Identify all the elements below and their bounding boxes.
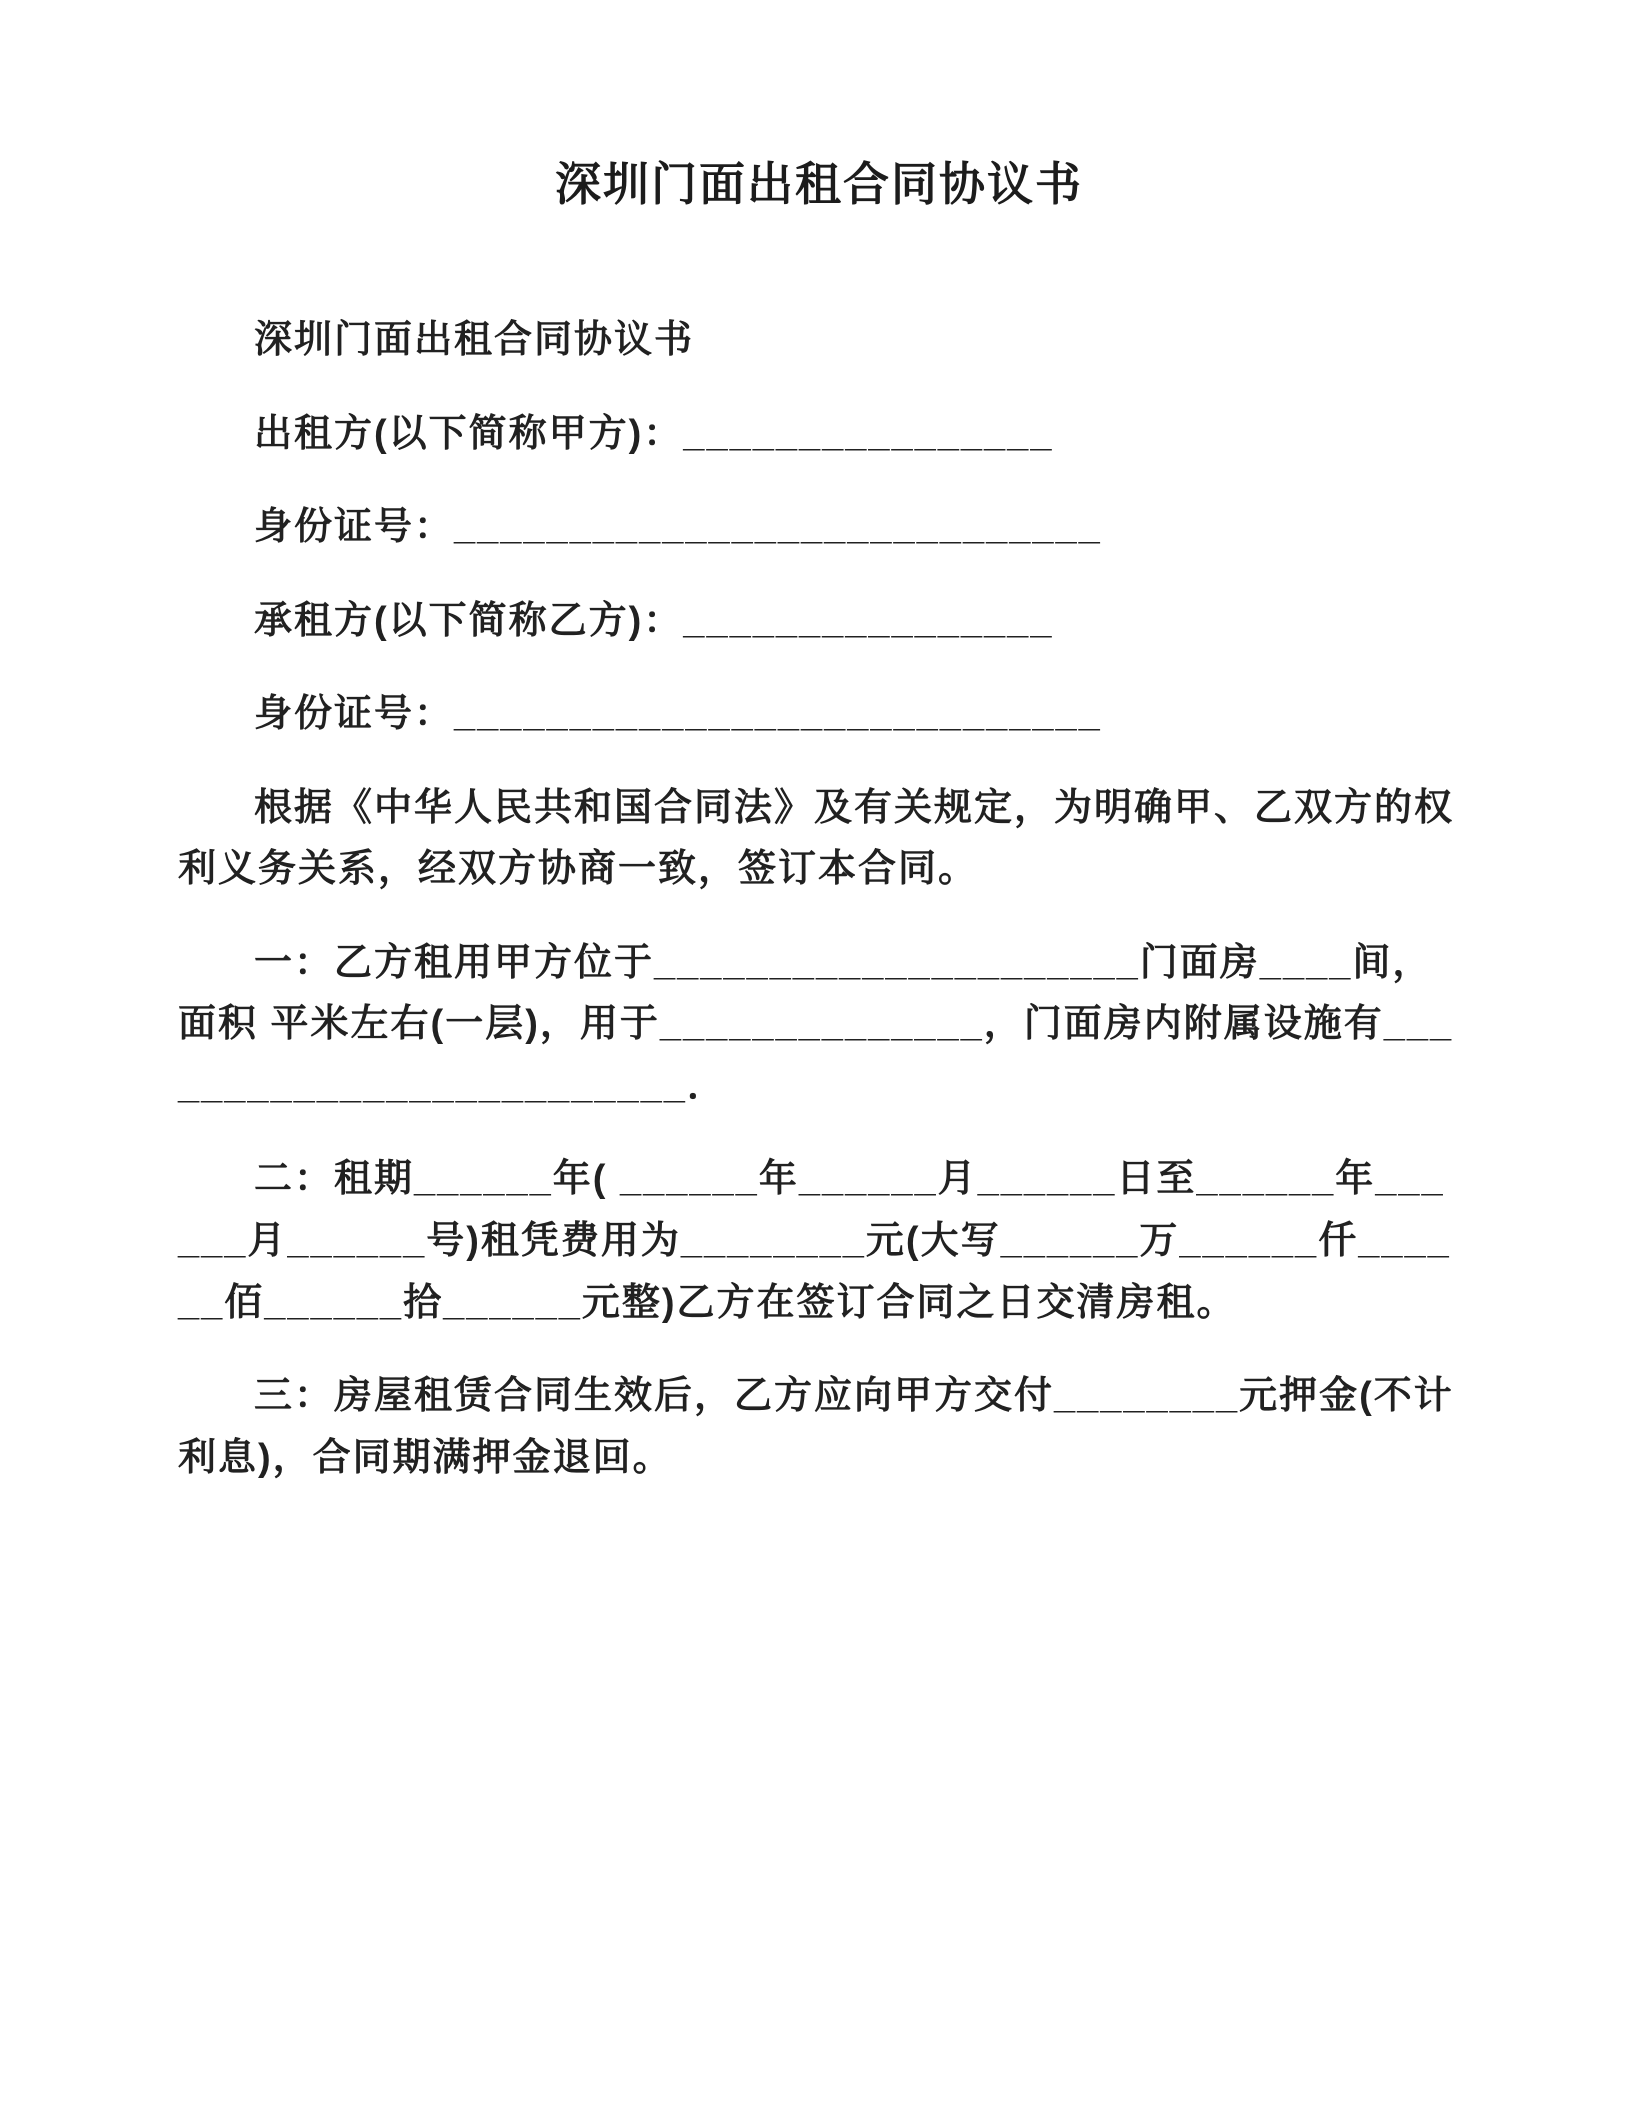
paragraph-lessor-id-line: 身份证号：____________________________ — [254, 506, 1102, 549]
paragraph-lessee-id-line: 身份证号：____________________________ — [254, 693, 1102, 736]
paragraph-clause-1: 一：乙方租用甲方位于_____________________门面房____间，面积 平米左右(一层)，用于______________，门面房内附属设施有_________________________． — [178, 941, 1454, 1107]
document-title: 深圳门面出租合同协议书 — [555, 158, 1083, 210]
paragraph-subtitle: 深圳门面出租合同协议书 — [254, 319, 695, 361]
paragraph-preamble: 根据《中华人民共和国合同法》及有关规定，为明确甲、乙双方的权利义务关系，经双方协商一致，签订本合同。 — [178, 786, 1455, 891]
paragraph-clause-3: 三：房屋租赁合同生效后，乙方应向甲方交付________元押金(不计利息)，合同期满押金退回。 — [178, 1375, 1454, 1479]
paragraph-lessor-line: 出租方(以下简称甲方)：________________ — [254, 412, 1054, 455]
paragraph-clause-2: 二：租期______年( ______年______月______日至______年______月______号)租凭费用为________元(大写______万______仟______佰______拾______元整)乙方在签订合同之日交清房租。 — [178, 1158, 1451, 1324]
paragraph-lessee-line: 承租方(以下简称乙方)：________________ — [254, 599, 1054, 642]
